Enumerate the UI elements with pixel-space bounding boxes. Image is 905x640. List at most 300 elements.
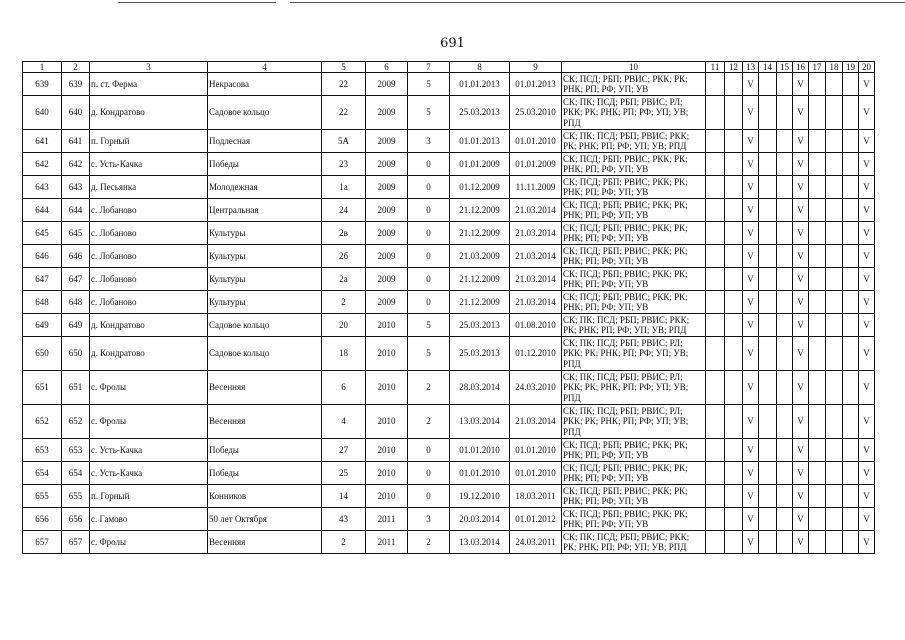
column-7-value: 0 [408,439,450,462]
row-number: 651 [23,371,62,405]
column-header-16: 16 [793,62,809,73]
date-1: 01.01.2013 [450,130,510,153]
house-number: 2 [322,291,366,314]
check-mark-col-16: V [793,222,809,245]
date-1: 20.03.2014 [450,508,510,531]
column-header-11: 11 [706,62,725,73]
check-mark-col-20: V [859,485,875,508]
row-number-2: 650 [62,337,90,371]
row-number-2: 655 [62,485,90,508]
empty-cell-col-15 [777,531,793,554]
table-row [23,153,875,176]
year: 2011 [366,531,408,554]
check-mark-col-13: V [743,245,759,268]
empty-cell-col-14 [759,371,777,405]
year: 2010 [366,462,408,485]
check-mark-col-16: V [793,314,809,337]
settlement: с. Гамово [90,508,208,531]
check-mark-col-13: V [743,462,759,485]
empty-cell-col-11 [706,96,725,130]
check-mark-col-16: V [793,96,809,130]
check-mark-col-13: V [743,405,759,439]
street: Молодежная [208,176,322,199]
settlement: с. Фролы [90,371,208,405]
empty-cell-col-12 [725,291,743,314]
register-table [22,61,875,554]
check-mark-col-13: V [743,314,759,337]
check-mark-col-13: V [743,291,759,314]
check-mark-col-13: V [743,439,759,462]
column-header-10: 10 [562,62,706,73]
year: 2009 [366,153,408,176]
column-header-2: 2 [62,62,90,73]
table-row [23,222,875,245]
house-number: 43 [322,508,366,531]
column-header-15: 15 [777,62,793,73]
date-2: 24.03.2011 [510,531,562,554]
row-number: 648 [23,291,62,314]
row-number-2: 645 [62,222,90,245]
date-2: 01.08.2010 [510,314,562,337]
column-7-value: 5 [408,96,450,130]
table-row [23,531,875,554]
date-2: 01.01.2013 [510,73,562,96]
row-number: 646 [23,245,62,268]
row-number: 639 [23,73,62,96]
house-number: 2б [322,245,366,268]
empty-cell-col-14 [759,199,777,222]
empty-cell-col-19 [843,314,859,337]
column-header-20: 20 [859,62,875,73]
empty-cell-col-19 [843,96,859,130]
empty-cell-col-14 [759,130,777,153]
street: Победы [208,462,322,485]
table-row [23,371,875,405]
work-codes: СК; ПК; ПСД; РБП; РВИС; РЛ; РКК; РК; РНК; РП; РФ; УП; УВ; РПД [562,96,706,130]
empty-cell-col-12 [725,405,743,439]
empty-cell-col-11 [706,485,725,508]
year: 2010 [366,439,408,462]
column-7-value: 5 [408,73,450,96]
row-number: 656 [23,508,62,531]
row-number-2: 657 [62,531,90,554]
column-header-6: 6 [366,62,408,73]
empty-cell-col-17 [809,268,826,291]
empty-cell-col-11 [706,337,725,371]
column-header-18: 18 [826,62,843,73]
date-1: 25.03.2013 [450,96,510,130]
column-header-8: 8 [450,62,510,73]
empty-cell-col-18 [826,268,843,291]
check-mark-col-16: V [793,73,809,96]
empty-cell-col-12 [725,337,743,371]
empty-cell-col-14 [759,222,777,245]
empty-cell-col-17 [809,176,826,199]
date-2: 11.11.2009 [510,176,562,199]
check-mark-col-13: V [743,96,759,130]
date-1: 21.12.2009 [450,268,510,291]
column-7-value: 0 [408,222,450,245]
row-number: 643 [23,176,62,199]
check-mark-col-20: V [859,508,875,531]
row-number-2: 647 [62,268,90,291]
work-codes: СК; ПК; ПСД; РБП; РВИС; РКК; РК; РНК; РП; РФ; УП; УВ; РПД [562,130,706,153]
table-row [23,199,875,222]
date-2: 24.03.2010 [510,371,562,405]
year: 2009 [366,222,408,245]
work-codes: СК; ПСД; РБП; РВИС; РКК; РК; РНК; РП; РФ; УП; УВ [562,268,706,291]
row-number-2: 652 [62,405,90,439]
column-7-value: 0 [408,291,450,314]
street: Садовое кольцо [208,337,322,371]
date-1: 01.01.2009 [450,153,510,176]
work-codes: СК; ПСД; РБП; РВИС; РКК; РК; РНК; РП; РФ; УП; УВ [562,508,706,531]
empty-cell-col-17 [809,199,826,222]
date-1: 01.01.2013 [450,73,510,96]
empty-cell-col-18 [826,439,843,462]
empty-cell-col-15 [777,73,793,96]
work-codes: СК; ПК; ПСД; РБП; РВИС; РЛ; РКК; РК; РНК; РП; РФ; УП; УВ; РПД [562,371,706,405]
row-number-2: 648 [62,291,90,314]
table-row [23,245,875,268]
empty-cell-col-15 [777,439,793,462]
date-2: 01.01.2012 [510,508,562,531]
column-header-17: 17 [809,62,826,73]
row-number: 655 [23,485,62,508]
date-2: 21.03.2014 [510,222,562,245]
table-row [23,439,875,462]
row-number-2: 646 [62,245,90,268]
house-number: 2а [322,268,366,291]
work-codes: СК; ПК; ПСД; РБП; РВИС; РЛ; РКК; РК; РНК; РП; РФ; УП; УВ; РПД [562,405,706,439]
check-mark-col-16: V [793,337,809,371]
empty-cell-col-12 [725,130,743,153]
empty-cell-col-15 [777,268,793,291]
empty-cell-col-11 [706,371,725,405]
date-1: 28.03.2014 [450,371,510,405]
street: Весенняя [208,531,322,554]
date-2: 01.01.2010 [510,439,562,462]
street: Садовое кольцо [208,96,322,130]
empty-cell-col-18 [826,153,843,176]
settlement: п. Горный [90,485,208,508]
house-number: 14 [322,485,366,508]
empty-cell-col-19 [843,222,859,245]
empty-cell-col-18 [826,73,843,96]
street: Центральная [208,199,322,222]
empty-cell-col-14 [759,485,777,508]
row-number: 654 [23,462,62,485]
empty-cell-col-18 [826,314,843,337]
empty-cell-col-18 [826,485,843,508]
empty-cell-col-19 [843,73,859,96]
empty-cell-col-12 [725,314,743,337]
empty-cell-col-12 [725,508,743,531]
check-mark-col-13: V [743,485,759,508]
column-header-5: 5 [322,62,366,73]
empty-cell-col-11 [706,405,725,439]
check-mark-col-20: V [859,222,875,245]
row-number: 647 [23,268,62,291]
check-mark-col-13: V [743,153,759,176]
row-number: 644 [23,199,62,222]
column-7-value: 5 [408,314,450,337]
row-number: 649 [23,314,62,337]
empty-cell-col-14 [759,337,777,371]
empty-cell-col-12 [725,176,743,199]
check-mark-col-20: V [859,314,875,337]
row-number-2: 642 [62,153,90,176]
street: Культуры [208,291,322,314]
table-row [23,96,875,130]
check-mark-col-20: V [859,245,875,268]
empty-cell-col-17 [809,130,826,153]
date-1: 01.01.2010 [450,439,510,462]
check-mark-col-16: V [793,176,809,199]
empty-cell-col-18 [826,462,843,485]
table-row [23,291,875,314]
house-number: 2 [322,531,366,554]
column-header-12: 12 [725,62,743,73]
column-7-value: 0 [408,485,450,508]
empty-cell-col-14 [759,462,777,485]
row-number-2: 649 [62,314,90,337]
check-mark-col-20: V [859,337,875,371]
top-rule-left [118,2,276,3]
empty-cell-col-18 [826,508,843,531]
column-7-value: 0 [408,462,450,485]
column-7-value: 0 [408,245,450,268]
date-1: 21.12.2009 [450,222,510,245]
row-number-2: 639 [62,73,90,96]
house-number: 24 [322,199,366,222]
empty-cell-col-12 [725,268,743,291]
check-mark-col-20: V [859,130,875,153]
street: Победы [208,153,322,176]
date-2: 21.03.2014 [510,291,562,314]
column-7-value: 2 [408,371,450,405]
house-number: 1а [322,176,366,199]
column-header-13: 13 [743,62,759,73]
work-codes: СК; ПСД; РБП; РВИС; РКК; РК; РНК; РП; РФ; УП; УВ [562,462,706,485]
empty-cell-col-15 [777,485,793,508]
house-number: 2в [322,222,366,245]
work-codes: СК; ПСД; РБП; РВИС; РКК; РК; РНК; РП; РФ; УП; УВ [562,73,706,96]
empty-cell-col-11 [706,508,725,531]
check-mark-col-16: V [793,439,809,462]
year: 2009 [366,268,408,291]
house-number: 4 [322,405,366,439]
empty-cell-col-15 [777,405,793,439]
row-number: 653 [23,439,62,462]
empty-cell-col-11 [706,176,725,199]
year: 2009 [366,176,408,199]
settlement: д. Кондратово [90,337,208,371]
empty-cell-col-19 [843,371,859,405]
column-7-value: 2 [408,405,450,439]
empty-cell-col-12 [725,371,743,405]
date-2: 21.03.2014 [510,268,562,291]
empty-cell-col-12 [725,485,743,508]
empty-cell-col-15 [777,199,793,222]
date-1: 13.03.2014 [450,405,510,439]
empty-cell-col-17 [809,531,826,554]
row-number: 642 [23,153,62,176]
date-1: 19.12.2010 [450,485,510,508]
check-mark-col-20: V [859,199,875,222]
date-2: 01.01.2009 [510,153,562,176]
empty-cell-col-17 [809,485,826,508]
column-header-1: 1 [23,62,62,73]
empty-cell-col-14 [759,314,777,337]
settlement: с. Лобаново [90,291,208,314]
empty-cell-col-19 [843,337,859,371]
column-7-value: 0 [408,268,450,291]
table-row [23,337,875,371]
house-number: 22 [322,73,366,96]
empty-cell-col-18 [826,199,843,222]
check-mark-col-16: V [793,508,809,531]
empty-cell-col-18 [826,371,843,405]
empty-cell-col-14 [759,96,777,130]
date-1: 21.03.2009 [450,245,510,268]
column-7-value: 2 [408,531,450,554]
column-7-value: 0 [408,153,450,176]
empty-cell-col-15 [777,371,793,405]
empty-cell-col-19 [843,531,859,554]
empty-cell-col-19 [843,439,859,462]
work-codes: СК; ПСД; РБП; РВИС; РКК; РК; РНК; РП; РФ; УП; УВ [562,439,706,462]
year: 2010 [366,485,408,508]
check-mark-col-16: V [793,371,809,405]
check-mark-col-13: V [743,508,759,531]
empty-cell-col-17 [809,462,826,485]
year: 2011 [366,508,408,531]
work-codes: СК; ПСД; РБП; РВИС; РКК; РК; РНК; РП; РФ; УП; УВ [562,176,706,199]
year: 2009 [366,199,408,222]
empty-cell-col-14 [759,291,777,314]
year: 2009 [366,96,408,130]
empty-cell-col-11 [706,222,725,245]
row-number: 652 [23,405,62,439]
empty-cell-col-18 [826,531,843,554]
date-1: 01.01.2010 [450,462,510,485]
check-mark-col-20: V [859,531,875,554]
row-number-2: 640 [62,96,90,130]
row-number: 657 [23,531,62,554]
house-number: 6 [322,371,366,405]
column-7-value: 3 [408,130,450,153]
empty-cell-col-11 [706,439,725,462]
street: Конников [208,485,322,508]
empty-cell-col-17 [809,371,826,405]
empty-cell-col-17 [809,314,826,337]
page-number: 691 [440,36,465,51]
row-number-2: 656 [62,508,90,531]
empty-cell-col-17 [809,73,826,96]
empty-cell-col-15 [777,176,793,199]
empty-cell-col-18 [826,337,843,371]
row-number-2: 651 [62,371,90,405]
header-row [23,62,875,73]
check-mark-col-16: V [793,485,809,508]
empty-cell-col-18 [826,245,843,268]
empty-cell-col-12 [725,245,743,268]
empty-cell-col-12 [725,531,743,554]
empty-cell-col-19 [843,291,859,314]
work-codes: СК; ПСД; РБП; РВИС; РКК; РК; РНК; РП; РФ; УП; УВ [562,199,706,222]
date-2: 01.01.2010 [510,462,562,485]
empty-cell-col-11 [706,314,725,337]
empty-cell-col-14 [759,73,777,96]
year: 2009 [366,130,408,153]
row-number-2: 641 [62,130,90,153]
settlement: с. Лобаново [90,268,208,291]
empty-cell-col-11 [706,531,725,554]
date-1: 25.03.2013 [450,337,510,371]
check-mark-col-13: V [743,531,759,554]
settlement: с. Фролы [90,405,208,439]
check-mark-col-20: V [859,268,875,291]
empty-cell-col-15 [777,130,793,153]
house-number: 18 [322,337,366,371]
empty-cell-col-11 [706,245,725,268]
empty-cell-col-14 [759,245,777,268]
empty-cell-col-14 [759,531,777,554]
check-mark-col-13: V [743,73,759,96]
empty-cell-col-17 [809,153,826,176]
empty-cell-col-17 [809,222,826,245]
check-mark-col-16: V [793,130,809,153]
table-row [23,462,875,485]
street: Победы [208,439,322,462]
year: 2010 [366,314,408,337]
check-mark-col-16: V [793,245,809,268]
row-number: 640 [23,96,62,130]
empty-cell-col-19 [843,508,859,531]
empty-cell-col-11 [706,462,725,485]
empty-cell-col-14 [759,176,777,199]
table-row [23,176,875,199]
row-number-2: 654 [62,462,90,485]
empty-cell-col-12 [725,439,743,462]
date-2: 25.03.2010 [510,96,562,130]
row-number-2: 653 [62,439,90,462]
settlement: п. Горный [90,130,208,153]
check-mark-col-13: V [743,371,759,405]
settlement: д. Кондратово [90,314,208,337]
table-row [23,268,875,291]
year: 2009 [366,73,408,96]
empty-cell-col-18 [826,130,843,153]
check-mark-col-13: V [743,176,759,199]
date-2: 21.03.2014 [510,199,562,222]
empty-cell-col-12 [725,462,743,485]
check-mark-col-16: V [793,199,809,222]
settlement: с. Усть-Качка [90,439,208,462]
street: 50 лет Октября [208,508,322,531]
house-number: 20 [322,314,366,337]
date-2: 18.03.2011 [510,485,562,508]
check-mark-col-20: V [859,405,875,439]
empty-cell-col-19 [843,485,859,508]
table-body [23,73,875,554]
work-codes: СК; ПК; ПСД; РБП; РВИС; РЛ; РКК; РК; РНК; РП; РФ; УП; УВ; РПД [562,337,706,371]
empty-cell-col-18 [826,176,843,199]
work-codes: СК; ПК; ПСД; РБП; РВИС; РКК; РК; РНК; РП; РФ; УП; УВ; РПД [562,531,706,554]
street: Подлесная [208,130,322,153]
check-mark-col-13: V [743,222,759,245]
